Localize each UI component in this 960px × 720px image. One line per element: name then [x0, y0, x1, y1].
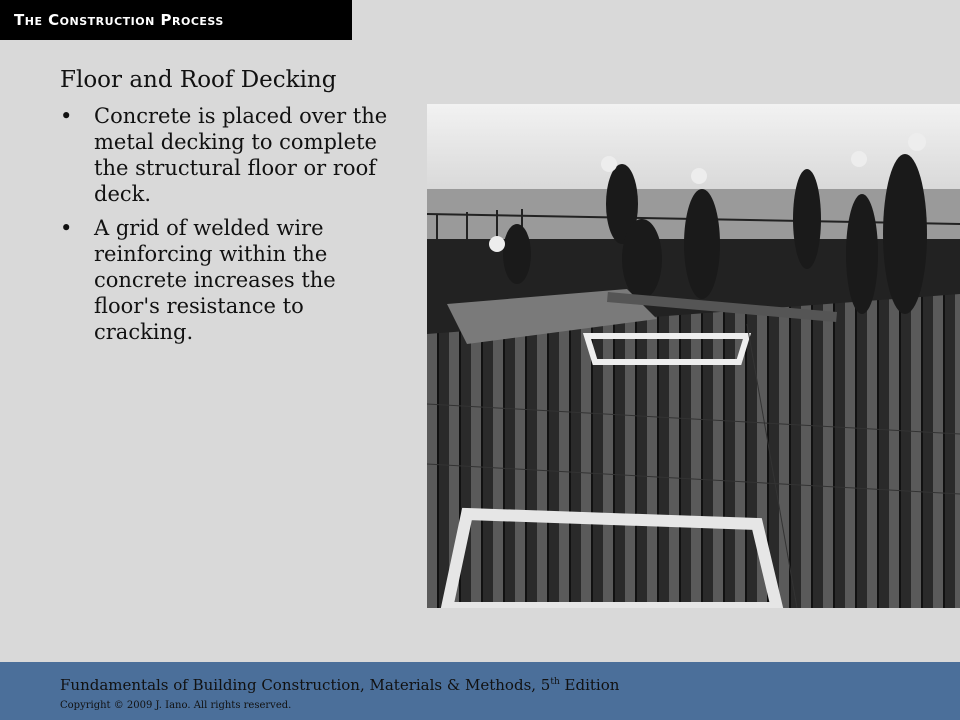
footer-copyright: Copyright © 2009 J. Iano. All rights reserved.	[60, 700, 292, 711]
footer-edition-word: Edition	[559, 676, 620, 694]
bullet-list	[58, 103, 388, 353]
bullet-dot-icon: •	[60, 104, 73, 128]
bullet-text: Concrete is placed over the metal decking to complete the structural floor or roof deck.	[94, 104, 388, 206]
bullet-item	[58, 103, 388, 207]
bullet-item	[58, 215, 388, 345]
bullet-dot-icon: •	[60, 216, 73, 240]
slide-heading: Floor and Roof Decking	[60, 67, 337, 93]
footer-edition-superscript: th	[550, 677, 560, 687]
footer	[0, 662, 960, 720]
construction-photo	[427, 104, 960, 608]
section-title: The Construction Process	[14, 11, 224, 29]
bullet-text: A grid of welded wire reinforcing within the concrete increases the floor's resistance to cracking.	[94, 216, 336, 344]
footer-book-title	[60, 676, 619, 694]
section-tab	[0, 0, 352, 40]
photo-illustration	[427, 104, 960, 608]
footer-title-text: Fundamentals of Building Construction, Materials & Methods, 5	[60, 676, 551, 694]
